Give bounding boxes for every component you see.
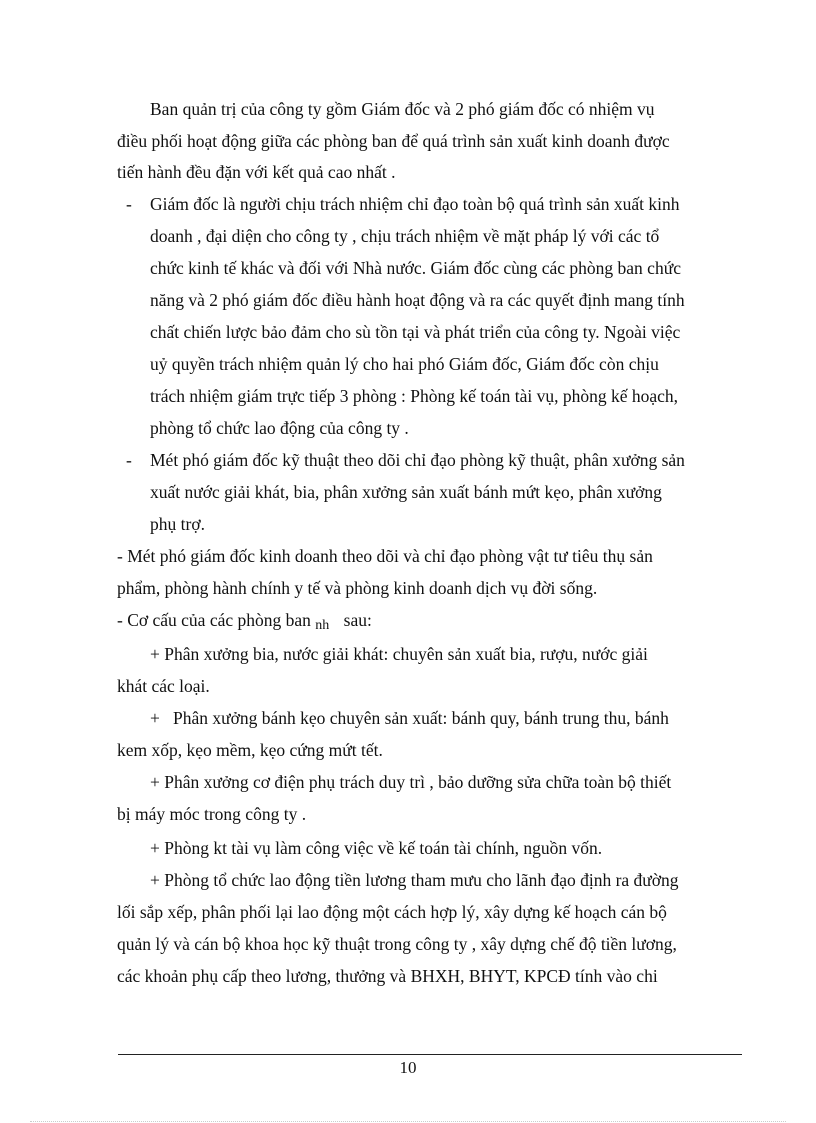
text-line: bị máy móc trong công ty . [117,804,307,824]
text-fragment: sau: [343,610,372,630]
text-line: trách nhiệm giám trực tiếp 3 phòng : Phòng kế toán tài vụ, phòng kế hoạch, [150,386,679,406]
text-line [117,609,372,634]
text-line: phẩm, phòng hành chính y tế và phòng kinh doanh dịch vụ đời sống. [117,578,598,598]
text-line: quản lý và cán bộ khoa học kỹ thuật trong công ty , xây dựng chế độ tiền lương, [117,934,677,954]
text-fragment: nh [315,618,330,633]
text-line: doanh , đại diện cho công ty , chịu trách nhiệm về mặt pháp lý với các tổ [150,226,660,246]
text-line: xuất nước giải khát, bia, phân xưởng sản xuất bánh mứt kẹo, phân xưởng [150,482,662,502]
footer-rule [118,1054,742,1055]
text-line: - Mét phó giám đốc kinh doanh theo dõi và chỉ đạo phòng vật tư tiêu thụ sản [117,546,653,566]
text-line: phụ trợ. [150,514,205,534]
text-line: + Phòng kt tài vụ làm công việc về kế toán tài chính, nguồn vốn. [150,838,603,858]
text-line: + Phân xưởng cơ điện phụ trách duy trì , bảo dưỡng sửa chữa toàn bộ thiết [150,772,672,792]
bullet-dash: - [126,194,132,214]
text-fragment: - Cơ cấu của các phòng ban [117,610,311,630]
text-line: chất chiến lược bảo đảm cho sù tồn tại và phát triển của công ty. Ngoài việc [150,322,681,342]
text-line: uỷ quyền trách nhiệm quản lý cho hai phó Giám đốc, Giám đốc còn chịu [150,354,659,374]
text-line: + Phòng tổ chức lao động tiền lương tham mưu cho lãnh đạo định ra đường [150,870,679,890]
text-line: + Phân xưởng bia, nước giải khát: chuyên sản xuất bia, rượu, nước giải [150,644,648,664]
text-line: Ban quản trị của công ty gồm Giám đốc và 2 phó giám đốc có nhiệm vụ [150,99,655,119]
text-line: khát các loại. [117,676,210,696]
page-edge-divider [30,1121,786,1122]
text-line: kem xốp, kẹo mềm, kẹo cứng mứt tết. [117,740,383,760]
text-line: lối sắp xếp, phân phối lại lao động một cách hợp lý, xây dựng kế hoạch cán bộ [117,902,667,922]
bullet-dash: - [126,450,132,470]
page-number: 10 [399,1058,417,1077]
text-line: các khoản phụ cấp theo lương, thưởng và BHXH, BHYT, KPCĐ tính vào chi [117,966,658,986]
text-line: tiến hành đều đặn với kết quả cao nhất . [117,162,396,182]
text-line: điều phối hoạt động giữa các phòng ban để quá trình sản xuất kinh doanh được [117,131,670,151]
text-line: Giám đốc là người chịu trách nhiệm chỉ đạo toàn bộ quá trình sản xuất kinh [150,194,680,214]
text-line: năng và 2 phó giám đốc điều hành hoạt động và ra các quyết định mang tính [150,290,685,310]
text-line: phòng tổ chức lao động của công ty . [150,418,409,438]
text-line: Mét phó giám đốc kỹ thuật theo dõi chỉ đạo phòng kỹ thuật, phân xưởng sản [150,450,685,470]
text-line: chức kinh tế khác và đối với Nhà nước. Giám đốc cùng các phòng ban chức [150,258,681,278]
text-line: + Phân xưởng bánh kẹo chuyên sản xuất: bánh quy, bánh trung thu, bánh [150,708,669,728]
